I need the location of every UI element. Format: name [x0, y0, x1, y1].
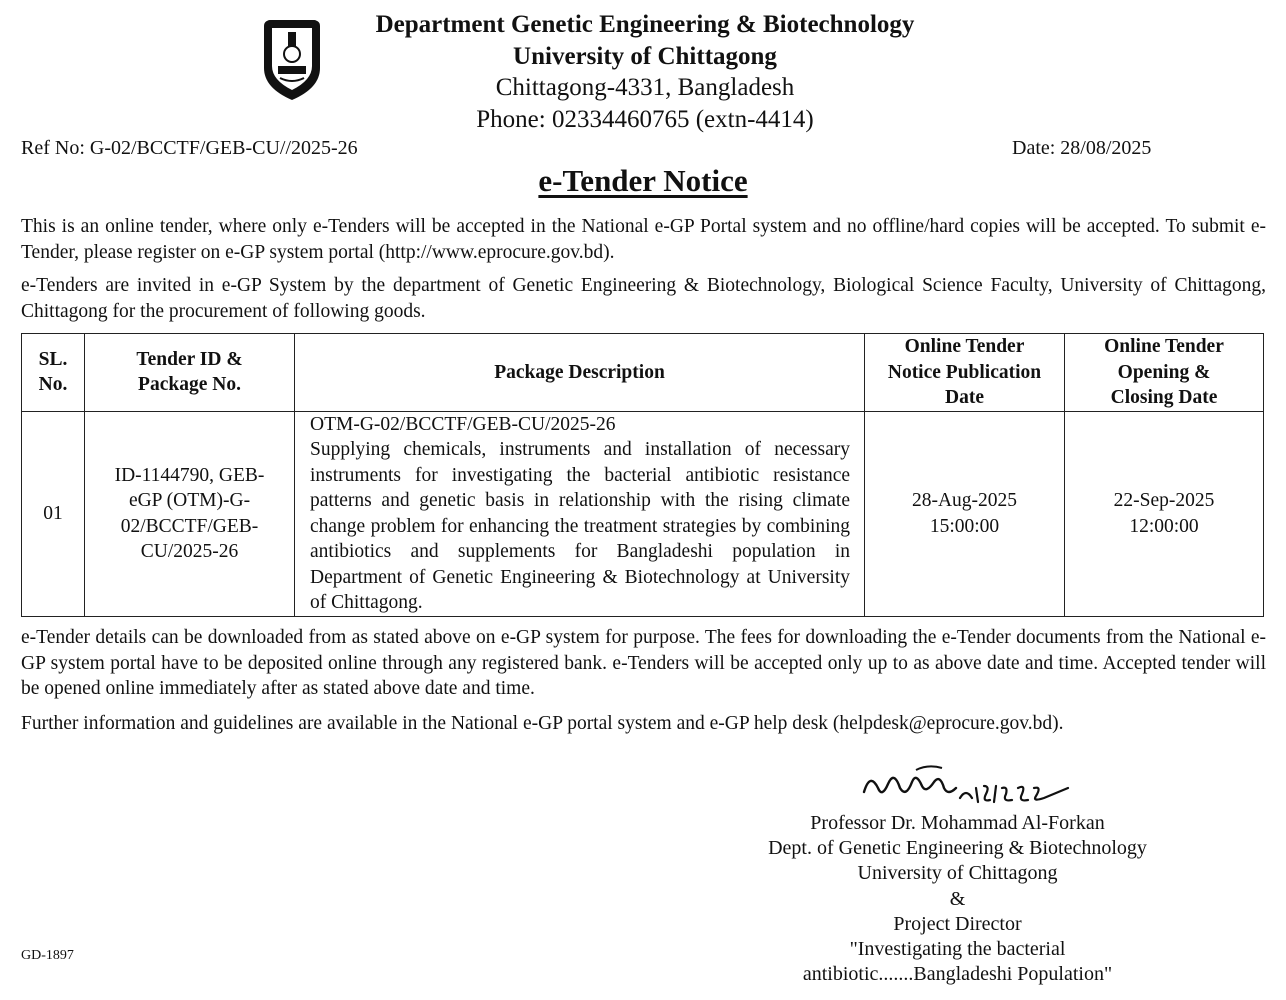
- reference-number: Ref No: G-02/BCCTF/GEB-CU//2025-26: [21, 137, 358, 159]
- col-header-description: Package Description: [295, 334, 865, 412]
- project-title-line-1: "Investigating the bacterial: [849, 938, 1066, 960]
- cell-tender-id: ID-1144790, GEB-eGP (OTM)-G-02/BCCTF/GEB-CU/2025-26: [85, 411, 295, 616]
- university-logo: [258, 18, 326, 104]
- cell-publication-date: 28-Aug-2025 15:00:00: [865, 411, 1065, 616]
- university-heading: University of Chittagong: [513, 43, 777, 70]
- closing-paragraph-2: Further information and guidelines are available in the National e-GP portal system and e-GP help desk (helpdesk@eprocure.gov.bd).: [21, 713, 1064, 734]
- department-heading: Department Genetic Engineering & Biotechnology: [375, 11, 915, 38]
- table-row: [22, 411, 1264, 616]
- handwritten-signature: [856, 758, 1076, 810]
- cell-opening-date: 22-Sep-2025 12:00:00: [1065, 411, 1264, 616]
- signatory-department: Dept. of Genetic Engineering & Biotechnology: [768, 837, 1147, 859]
- signatory-role: Project Director: [893, 913, 1022, 935]
- closing-paragraph-1: e-Tender details can be downloaded from as stated above on e-GP system for purpose. The fees for downloading the e-Tender documents from the National e-GP system portal have to be deposited online through any registered bank. e-Tenders will be accepted only up to as above date and time. Accepted tender will be opened online immediately after as stated above date and time.: [21, 627, 1266, 699]
- phone-line: Phone: 02334460765 (extn-4414): [476, 106, 814, 133]
- project-title-line-2: antibiotic.......Bangladeshi Population": [802, 963, 1113, 985]
- intro-paragraph-2: e-Tenders are invited in e-GP System by the department of Genetic Engineering & Biotechnology, Biological Science Faculty, University of Chittagong, Chittagong for the procurement of following goods.: [21, 275, 1266, 322]
- signatory-university: University of Chittagong: [857, 862, 1058, 884]
- cell-description: [295, 411, 865, 616]
- address-line: Chittagong-4331, Bangladesh: [495, 74, 795, 101]
- tender-table: [21, 333, 1264, 617]
- intro-paragraph-1: This is an online tender, where only e-Tenders will be accepted in the National e-GP Portal system and no offline/hard copies will be accepted. To submit e-Tender, please register on e-GP system portal (http://www.eprocure.gov.bd).: [21, 216, 1266, 263]
- description-text: Supplying chemicals, instruments and installation of necessary instruments for investigating the bacterial antibiotic resistance patterns and genetic basis in relationship with the rising climate change problem for enhancing the treatment strategies by combining antibiotics and supplements for Bangladeshi population in Department of Genetic Engineering & Biotechnology at University of Chittagong.: [310, 439, 850, 613]
- col-header-sl: SL. No.: [22, 334, 85, 412]
- description-code: OTM-G-02/BCCTF/GEB-CU/2025-26: [310, 413, 616, 435]
- signatory-ampersand: &: [949, 888, 966, 910]
- table-header-row: [22, 334, 1264, 412]
- notice-title: e-Tender Notice: [538, 163, 748, 198]
- col-header-publication: Online Tender Notice Publication Date: [865, 334, 1065, 412]
- col-header-tender-id: Tender ID & Package No.: [85, 334, 295, 412]
- footer-code: GD-1897: [21, 948, 74, 963]
- signatory-name: Professor Dr. Mohammad Al-Forkan: [810, 812, 1105, 834]
- cell-sl: 01: [22, 411, 85, 616]
- col-header-opening: Online Tender Opening & Closing Date: [1065, 334, 1264, 412]
- notice-date: Date: 28/08/2025: [1012, 137, 1152, 159]
